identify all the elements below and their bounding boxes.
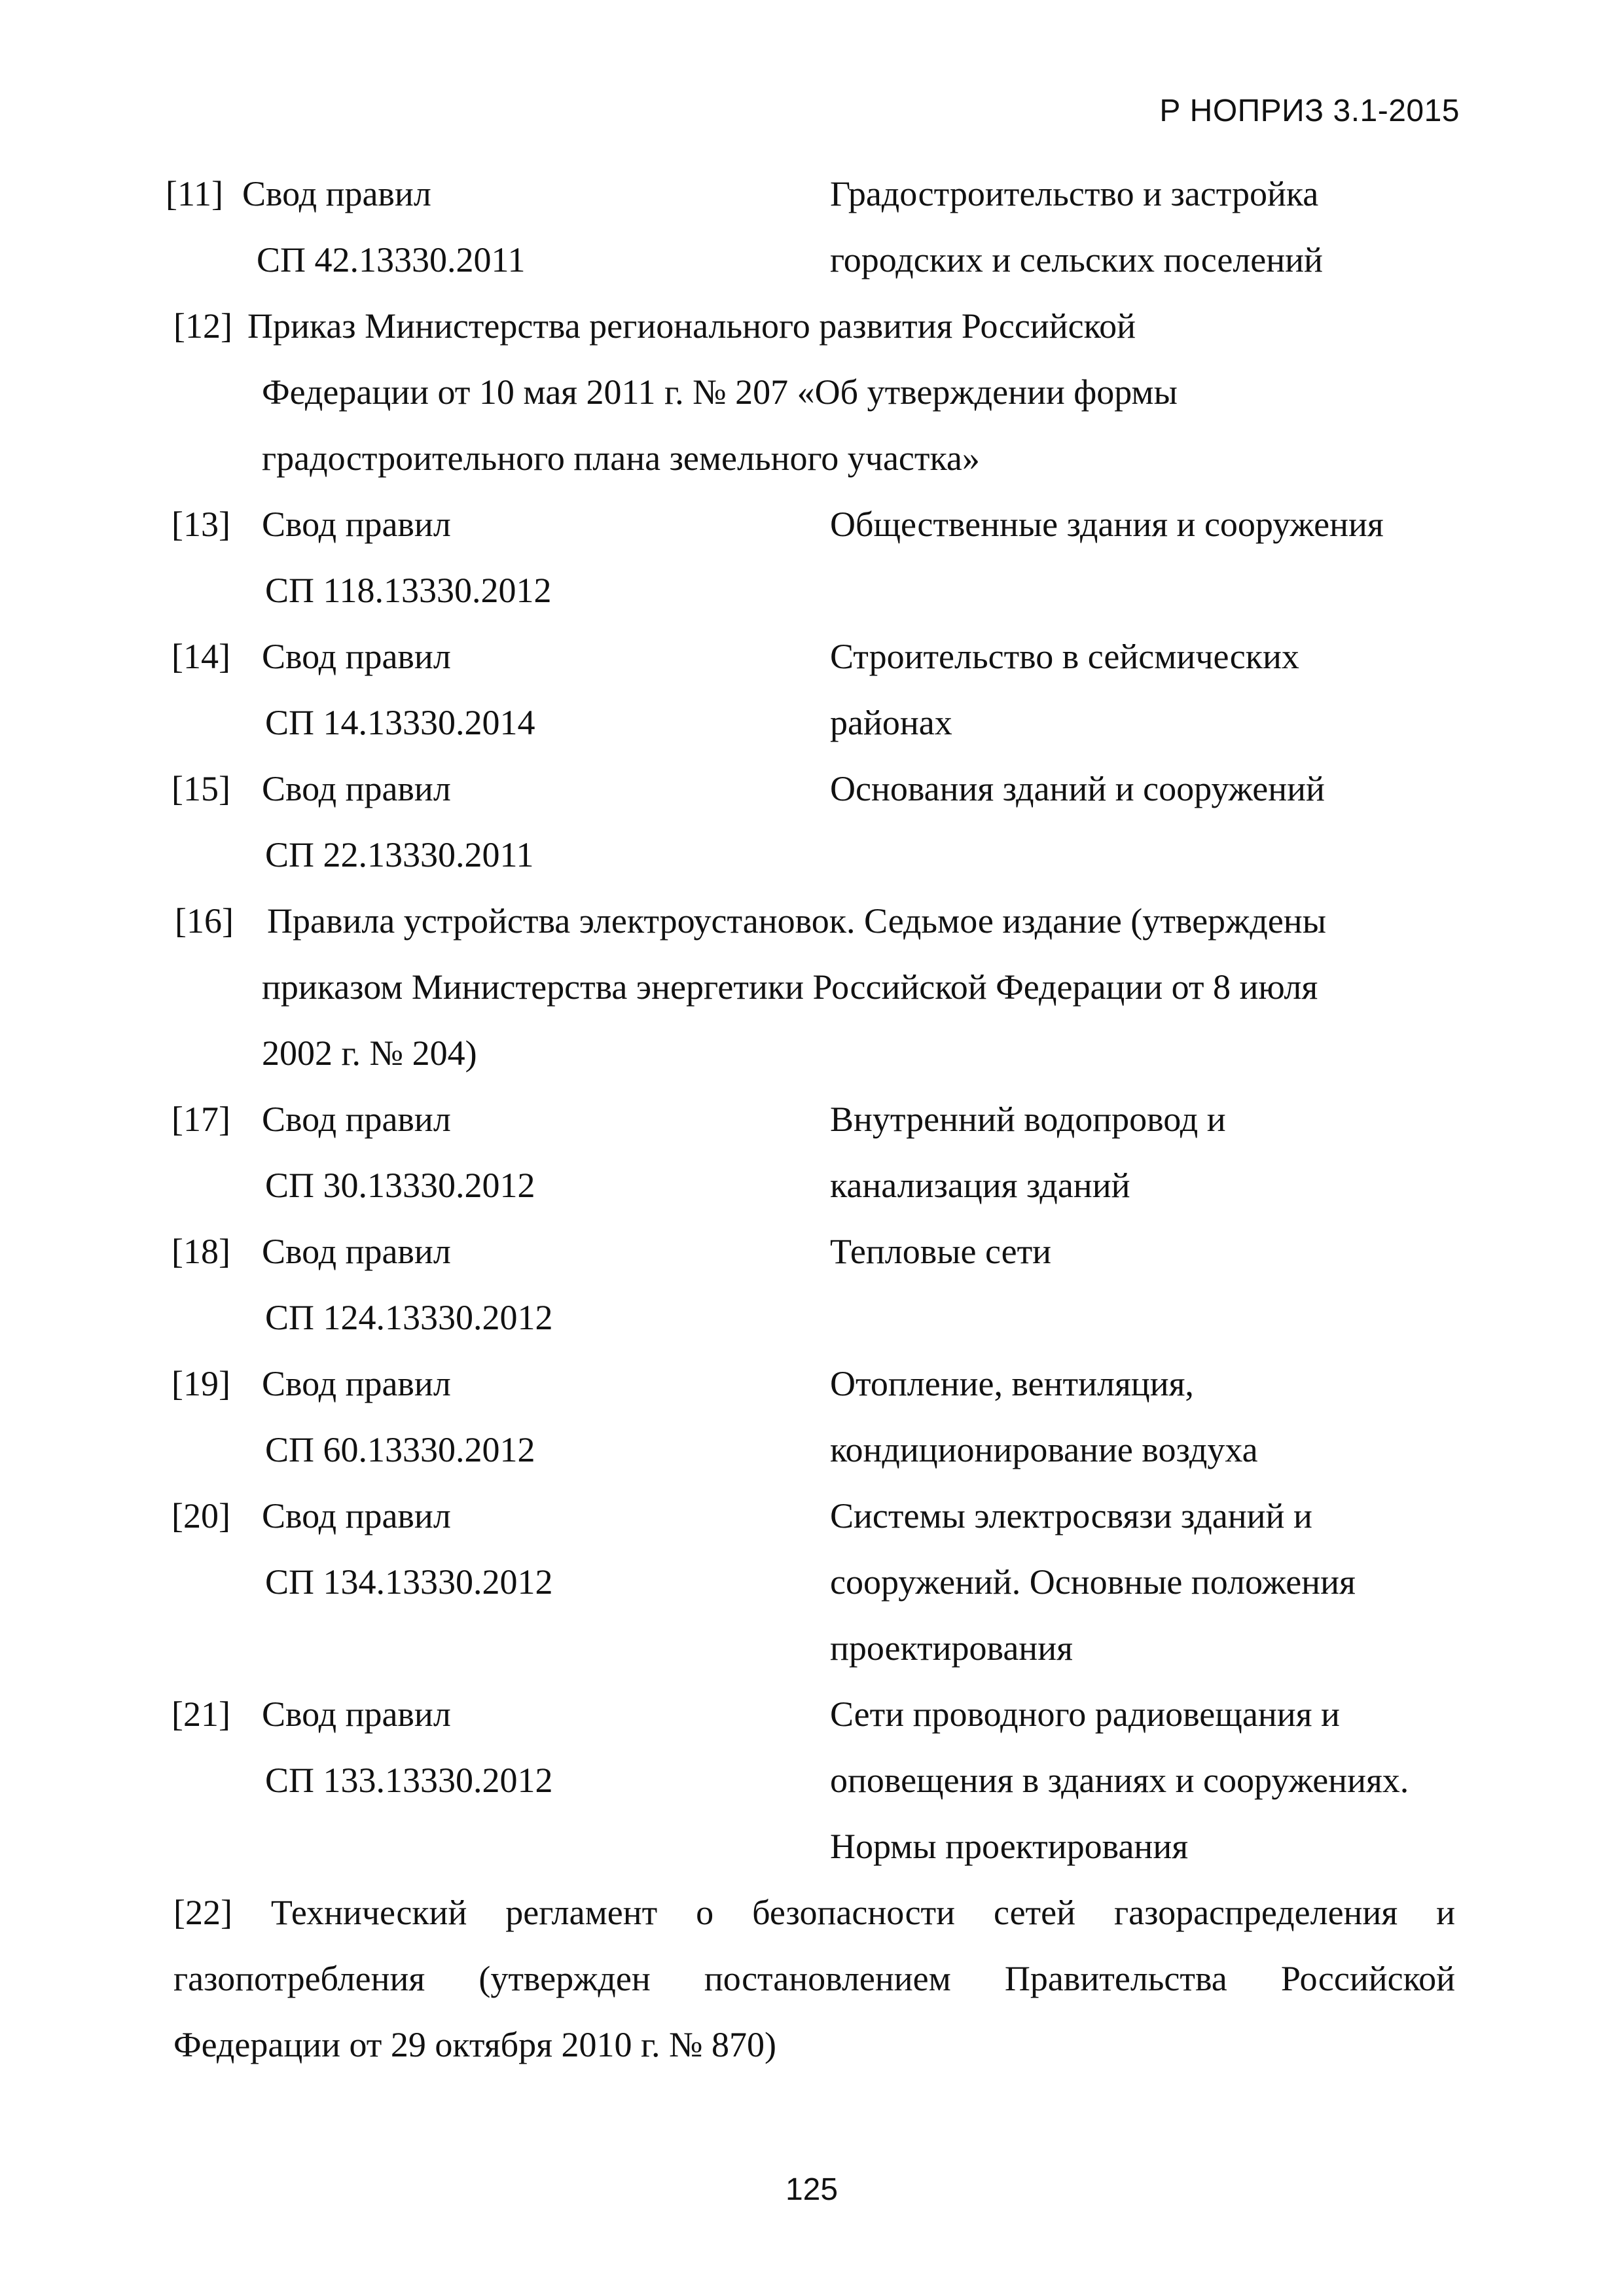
reference-kind: Свод правил bbox=[262, 505, 451, 544]
reference-title-line: кондиционирование воздуха bbox=[830, 1430, 1258, 1469]
reference-title-line: городских и сельских поселений bbox=[830, 240, 1323, 279]
reference-number: [19] bbox=[171, 1364, 230, 1403]
reference-kind: Свод правил bbox=[262, 637, 451, 676]
page-number: 125 bbox=[785, 2172, 839, 2207]
reference-number: [13] bbox=[171, 505, 230, 544]
reference-text-line: градостроительного плана земельного участка» bbox=[262, 439, 980, 478]
reference-number: [22] bbox=[173, 1893, 232, 1932]
reference-number: [18] bbox=[171, 1232, 230, 1271]
reference-title-line: районах bbox=[830, 703, 952, 742]
reference-kind: Свод правил bbox=[262, 1364, 451, 1403]
reference-code: СП 118.13330.2012 bbox=[265, 571, 552, 610]
reference-text-line: Приказ Министерства регионального развития Российской bbox=[247, 306, 1136, 346]
reference-title-line: Отопление, вентиляция, bbox=[830, 1364, 1194, 1403]
reference-text-line: [22] Технический регламент о безопасности сетей газораспределения и bbox=[173, 1893, 1455, 1932]
reference-title-line: Тепловые сети bbox=[830, 1232, 1052, 1271]
reference-code: СП 124.13330.2012 bbox=[265, 1298, 553, 1337]
document-code: Р НОПРИЗ 3.1-2015 bbox=[1159, 94, 1460, 128]
reference-code: СП 60.13330.2012 bbox=[265, 1430, 535, 1469]
reference-code: СП 42.13330.2011 bbox=[257, 240, 526, 279]
reference-number: [17] bbox=[171, 1100, 230, 1139]
reference-number: [12] bbox=[173, 306, 232, 346]
reference-code: СП 22.13330.2011 bbox=[265, 835, 534, 874]
reference-kind: Свод правил bbox=[262, 1496, 451, 1535]
reference-title-line: проектирования bbox=[830, 1628, 1073, 1668]
reference-text-line: приказом Министерства энергетики Российской Федерации от 8 июля bbox=[262, 967, 1318, 1007]
reference-text-line: Федерации от 10 мая 2011 г. № 207 «Об утверждении формы bbox=[262, 372, 1178, 412]
reference-title-line: сооружений. Основные положения bbox=[830, 1562, 1356, 1602]
reference-number: [20] bbox=[171, 1496, 230, 1535]
reference-number: [16] bbox=[175, 901, 234, 941]
reference-text-line: Федерации от 29 октября 2010 г. № 870) bbox=[173, 2025, 777, 2064]
reference-title-line: Основания зданий и сооружений bbox=[830, 769, 1325, 808]
reference-title-line: Строительство в сейсмических bbox=[830, 637, 1299, 676]
reference-title-line: канализация зданий bbox=[830, 1166, 1130, 1205]
reference-code: СП 134.13330.2012 bbox=[265, 1562, 553, 1602]
reference-title-line: Внутренний водопровод и bbox=[830, 1100, 1226, 1139]
reference-text-line: Правила устройства электроустановок. Седьмое издание (утверждены bbox=[267, 901, 1326, 941]
reference-code: СП 14.13330.2014 bbox=[265, 703, 535, 742]
reference-kind: Свод правил bbox=[262, 1100, 451, 1139]
reference-kind: Свод правил bbox=[242, 174, 431, 213]
reference-title-line: Общественные здания и сооружения bbox=[830, 505, 1384, 544]
reference-text-line: 2002 г. № 204) bbox=[262, 1033, 477, 1073]
reference-number: [14] bbox=[171, 637, 230, 676]
reference-title-line: Сети проводного радиовещания и bbox=[830, 1695, 1340, 1734]
reference-title-line: Нормы проектирования bbox=[830, 1827, 1189, 1866]
reference-kind: Свод правил bbox=[262, 1232, 451, 1271]
reference-number: [21] bbox=[171, 1695, 230, 1734]
reference-number: [15] bbox=[171, 769, 230, 808]
reference-text-line: газопотребления (утвержден постановлением Правительства Российской bbox=[173, 1959, 1455, 1998]
reference-kind: Свод правил bbox=[262, 769, 451, 808]
reference-code: СП 133.13330.2012 bbox=[265, 1761, 553, 1800]
reference-code: СП 30.13330.2012 bbox=[265, 1166, 535, 1205]
reference-number: [11] bbox=[166, 174, 223, 213]
reference-title-line: Градостроительство и застройка bbox=[830, 174, 1319, 213]
reference-title-line: оповещения в зданиях и сооружениях. bbox=[830, 1761, 1409, 1800]
reference-kind: Свод правил bbox=[262, 1695, 451, 1734]
reference-title-line: Системы электросвязи зданий и bbox=[830, 1496, 1312, 1535]
